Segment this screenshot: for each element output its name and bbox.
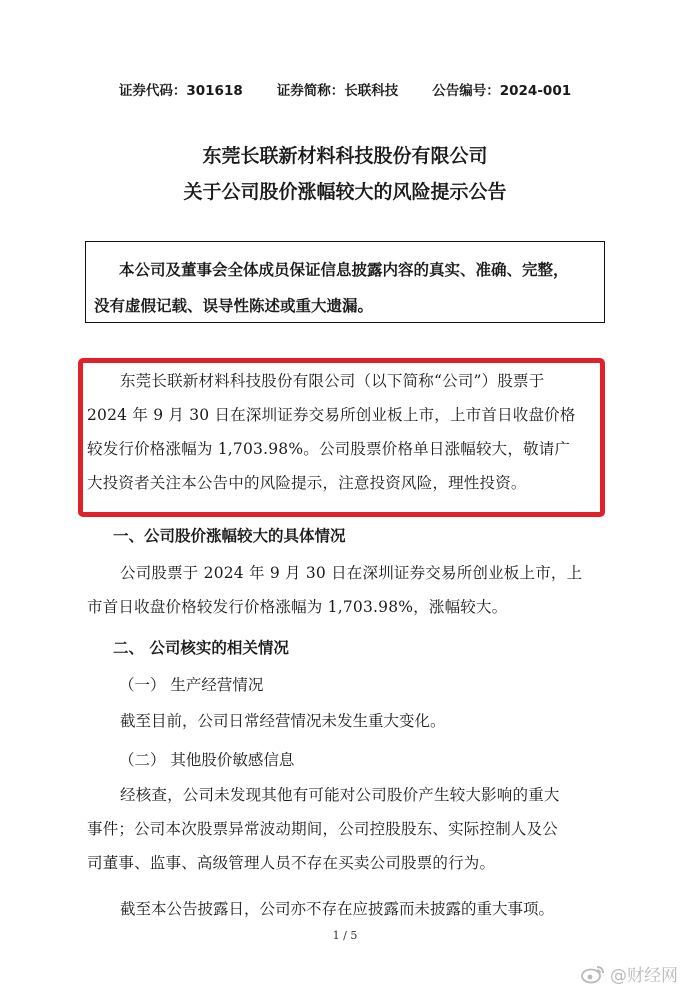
subsection-2-heading: （二） 其他股价敏感信息: [119, 751, 295, 769]
document-header: [0, 79, 690, 99]
watermark-text: @财经网: [610, 966, 678, 986]
announcement-title: 关于公司股价涨幅较大的风险提示公告: [183, 181, 507, 203]
subsection-1-text: 截至目前，公司日常经营情况未发生重大变化。: [120, 712, 446, 730]
section-1-paragraph: [87, 556, 597, 624]
section-2-heading: 二、 公司核实的相关情况: [113, 639, 289, 657]
closing-statement: 截至本公告披露日，公司亦不存在应披露而未披露的重大事项。: [120, 900, 555, 918]
subsection-2-line-1: 经核查，公司未发现其他有可能对公司股价产生较大影响的重大: [120, 786, 560, 804]
board-statement: [94, 252, 594, 324]
summary-line-2: 2024 年 9 月 30 日在深圳证券交易所创业板上市，上市首日收盘价格: [87, 406, 576, 424]
section-1-line-1: 公司股票于 2024 年 9 月 30 日在深圳证券交易所创业板上市，上: [120, 564, 583, 582]
summary-line-1: 东莞长联新材料科技股份有限公司（以下简称“公司”）股票于: [120, 372, 545, 390]
statement-line-2: 没有虚假记载、误导性陈述或重大遗漏。: [94, 297, 374, 315]
subsection-2-line-2: 事件；公司本次股票异常波动期间，公司控股股东、实际控制人及公: [87, 820, 559, 838]
risk-summary-paragraph: [87, 364, 597, 500]
watermark: [580, 961, 678, 986]
security-code: 证券代码：301618: [118, 83, 243, 99]
company-title: 东莞长联新材料科技股份有限公司: [202, 145, 488, 167]
weibo-logo-icon: [580, 964, 606, 984]
page-number: 1 / 5: [332, 929, 358, 942]
section-1-line-2: 市首日收盘价格较发行价格涨幅为 1,703.98%，涨幅较大。: [87, 598, 508, 616]
announcement-number: 公告编号：2024-001: [432, 83, 572, 99]
security-short-name: 证券简称：长联科技: [276, 83, 399, 99]
board-statement-box: [85, 241, 605, 323]
subsection-2-paragraph: [87, 778, 597, 880]
subsection-2-line-3: 司董事、监事、高级管理人员不存在买卖公司股票的行为。: [87, 854, 496, 872]
summary-line-4: 大投资者关注本公告中的风险提示，注意投资风险，理性投资。: [87, 474, 527, 492]
section-1-heading: 一、公司股价涨幅较大的具体情况: [113, 527, 346, 545]
statement-line-1: 本公司及董事会全体成员保证信息披露内容的真实、准确、完整，: [119, 261, 569, 279]
summary-line-3: 较发行价格涨幅为 1,703.98%。公司股票价格单日涨幅较大，敬请广: [87, 440, 571, 458]
subsection-1-heading: （一） 生产经营情况: [119, 676, 264, 694]
